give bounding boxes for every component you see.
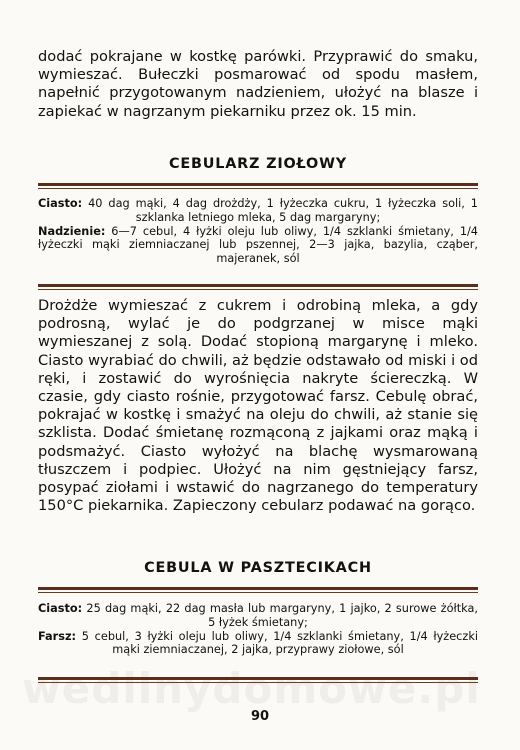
filling-text: 6—7 cebul, 4 łyżki oleju lub oliwy, 1/4 szklanki śmietany, 1/4 łyżeczki mąki ziemniaczanej lub pszennej, 2—3 jajka, bazylia, cząber, majeranek, sól bbox=[38, 224, 478, 266]
recipe1-method bbox=[38, 297, 478, 515]
recipe1-filling bbox=[38, 225, 478, 266]
filling-label: Nadzienie: bbox=[38, 224, 106, 238]
recipe2-title: CEBULA W PASZTECIKACH bbox=[144, 560, 372, 576]
filling-text: 5 cebul, 3 łyżki oleju lub oliwy, 1/4 szklanki śmietany, 1/4 łyżeczki mąki ziemniaczanej, 2 jajka, przyprawy ziołowe, sól bbox=[76, 629, 478, 657]
recipe2-dough bbox=[38, 602, 478, 630]
intro-block bbox=[38, 48, 478, 121]
dough-label: Ciasto: bbox=[38, 602, 83, 615]
recipe2-bottom-rule bbox=[38, 677, 478, 683]
rule-thin bbox=[38, 592, 478, 593]
recipe1-title: CEBULARZ ZIOŁOWY bbox=[169, 156, 347, 172]
intro-paragraph: dodać pokrajane w kostkę parówki. Przyprawić do smaku, wymieszać. Bułeczki posmarować od spodu masłem, napełnić przygotowanym nadzieniem, ułożyć na blasze i zapiekać w nagrzanym piekarniku przez ok. 15 min. bbox=[38, 48, 478, 120]
recipe1-ingredients bbox=[38, 197, 478, 266]
dough-text: 25 dag mąki, 22 dag masła lub margaryny, 1 jajko, 2 surowe żółtka, 5 łyżek śmietany; bbox=[82, 602, 478, 629]
rule-thick bbox=[38, 677, 478, 680]
recipe2-top-rule bbox=[38, 587, 478, 593]
rule-thin bbox=[38, 188, 478, 189]
dough-label: Ciasto: bbox=[38, 197, 83, 210]
recipe1-bottom-rule bbox=[38, 284, 478, 290]
recipe2-ingredients bbox=[38, 602, 478, 657]
recipe1-top-rule bbox=[38, 183, 478, 189]
rule-thick bbox=[38, 587, 478, 590]
rule-thin bbox=[38, 682, 478, 683]
rule-thick bbox=[38, 284, 478, 287]
recipe1-dough bbox=[38, 197, 478, 225]
dough-text: 40 dag mąki, 4 dag drożdży, 1 łyżeczka cukru, 1 łyżeczka soli, 1 szklanka letniego mleka, 5 dag margaryny; bbox=[82, 197, 478, 224]
recipe2-filling bbox=[38, 630, 478, 658]
filling-label: Farsz: bbox=[38, 629, 77, 643]
watermark: wedlinydomowe.pl bbox=[22, 664, 481, 713]
page-number: 90 bbox=[250, 709, 270, 724]
recipe1-method-text: Drożdże wymieszać z cukrem i odrobiną mleka, a gdy podrosną, wylać je do podgrzanej w misce mąki wymieszanej z solą. Dodać stopioną margarynę i mleko. Ciasto wyrabiać do chwili, aż będzie odstawało od miski i od ręki, i zostawić do wyrośnięcia nakryte ściereczką. W czasie, gdy ciasto rośnie, przygotować farsz. Cebulę obrać, pokrajać w kostkę i smażyć na oleju do chwili, aż stanie się szklista. Dodać śmietanę rozmąconą z jajkami oraz mąką i podsmażyć. Ciasto wyłożyć na blachę wysmarowaną tłuszczem i podpiec. Ułożyć na nim gęstniejący farsz, posypać ziołami i wstawić do nagrzanego do temperatury 150°C piekarnika. Zapieczony cebularz podawać na gorąco. bbox=[38, 297, 478, 515]
rule-thick bbox=[38, 183, 478, 186]
rule-thin bbox=[38, 289, 478, 290]
